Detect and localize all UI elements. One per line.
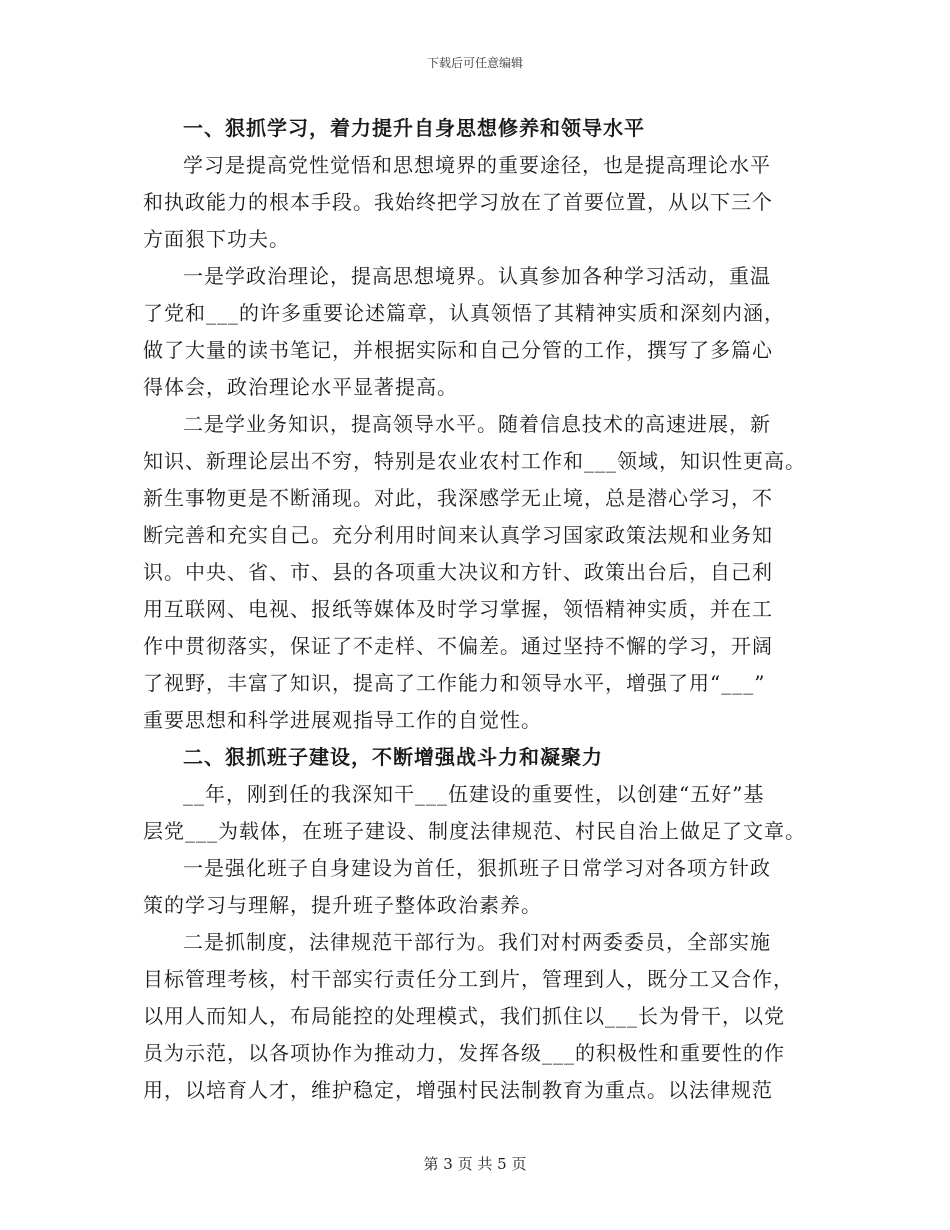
section-heading-1: 一、狠抓学习，着力提升自身思想修养和领导水平: [183, 116, 645, 140]
paragraph-line: 新生事物更是不断涌现。对此，我深感学无止境，总是潜心学习，不: [143, 486, 773, 510]
paragraph-line: 一是强化班子自身建设为首任，狠抓班子日常学习对各项方针政: [183, 856, 771, 880]
paragraph-line: 员为示范，以各项协作为推动力，发挥各级___的积极性和重要性的作: [143, 1041, 785, 1065]
paragraph-line: 用，以培育人才，维护稳定，增强村民法制教育为重点。以法律规范: [143, 1078, 773, 1102]
paragraph-line: 识。中央、省、市、县的各项重大决议和方针、政策出台后，自己利: [143, 560, 773, 584]
paragraph-line: 策的学习与理解，提升班子整体政治素养。: [143, 893, 542, 917]
paragraph-line: 作中贯彻落实，保证了不走样、不偏差。通过坚持不懈的学习，开阔: [143, 634, 773, 658]
paragraph-line: 一是学政治理论，提高思想境界。认真参加各种学习活动，重温: [183, 264, 771, 288]
paragraph-line: 和执政能力的根本手段。我始终把学习放在了首要位置，从以下三个: [143, 190, 773, 214]
paragraph-line: 了党和___的许多重要论述篇章，认真领悟了其精神实质和深刻内涵，: [143, 301, 785, 325]
paragraph-line: 做了大量的读书笔记，并根据实际和自己分管的工作，撰写了多篇心: [143, 338, 773, 362]
paragraph-line: 方面狠下功夫。: [143, 227, 290, 251]
document-body: [143, 110, 823, 1109]
paragraph-line: 了视野，丰富了知识，提高了工作能力和领导水平，增强了用“___”: [143, 671, 766, 695]
paragraph-line: 知识、新理论层出不穷，特别是农业农村工作和___领域，知识性更高。: [143, 449, 806, 473]
paragraph-line: 学习是提高党性觉悟和思想境界的重要途径，也是提高理论水平: [183, 153, 771, 177]
paragraph-line: 二是学业务知识，提高领导水平。随着信息技术的高速进展，新: [183, 412, 771, 436]
section-heading-2: 二、狠抓班子建设，不断增强战斗力和凝聚力: [183, 745, 603, 769]
paragraph-line: 用互联网、电视、报纸等媒体及时学习掌握，领悟精神实质，并在工: [143, 597, 773, 621]
paragraph-line: __年，刚到任的我深知干___伍建设的重要性，以创建“五好”基: [183, 782, 765, 806]
page-number: 第 3 页 共 5 页: [423, 1155, 527, 1173]
paragraph-line: 层党___为载体，在班子建设、制度法律规范、村民自治上做足了文章。: [143, 819, 806, 843]
paragraph-line: 二是抓制度，法律规范干部行为。我们对村两委委员，全部实施: [183, 930, 771, 954]
paragraph-line: 以用人而知人，布局能控的处理模式，我们抓住以___长为骨干，以党: [143, 1004, 785, 1028]
header-note: 下载后可任意编辑: [426, 56, 523, 70]
paragraph-line: 得体会，政治理论水平显著提高。: [143, 375, 458, 399]
paragraph-line: 断完善和充实自己。充分利用时间来认真学习国家政策法规和业务知: [143, 523, 773, 547]
paragraph-line: 重要思想和科学进展观指导工作的自觉性。: [143, 708, 542, 732]
paragraph-line: 目标管理考核，村干部实行责任分工到片，管理到人，既分工又合作，: [143, 967, 794, 991]
